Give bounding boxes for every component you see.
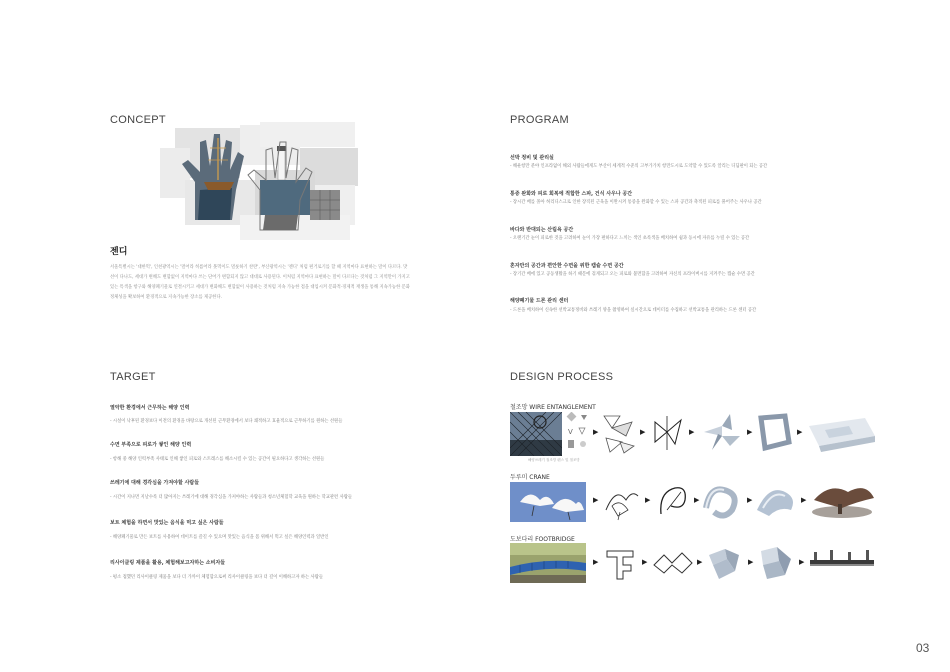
program-item-title: 해양폐기물 드론 관리 센터 bbox=[510, 298, 569, 304]
target-item-title: 쓰레기에 대해 경각심을 가져야할 사람들 bbox=[110, 480, 200, 486]
wire-final-render bbox=[805, 412, 877, 458]
target-item-desc: - 평소 접했던 리사이클링 제품을 보다 더 가까이 체험함으로써 리사이클링을 보다 더 깊이 이해하고자 하는 사람들 bbox=[110, 575, 323, 580]
bridge-zigzag-sketch bbox=[652, 543, 694, 583]
process-arrow-icon: ▶ bbox=[748, 558, 754, 566]
process-arrow-icon: ▶ bbox=[640, 428, 646, 436]
svg-text:V: V bbox=[568, 428, 573, 436]
shape-symbols-icon bbox=[565, 412, 591, 452]
bowtie-sketch bbox=[651, 414, 685, 452]
frame-3d-model bbox=[755, 412, 795, 454]
design-row-label-wire: 철조망 WIRE ENTANGLEMENT bbox=[510, 404, 596, 411]
concept-heading: CONCEPT bbox=[110, 114, 166, 126]
target-item-title: 수면 부족으로 피로가 쌓인 해양 인력 bbox=[110, 442, 192, 448]
page-number: 03 bbox=[916, 641, 930, 655]
target-heading: TARGET bbox=[110, 371, 156, 383]
target-item-desc: - 시간이 지나면 지날수록 더 많아지는 쓰레기에 대해 경각심을 가져야하는 사람들과 청소년체험학 교육을 원하는 학교관련 사람들 bbox=[110, 495, 353, 500]
hand-collage-image bbox=[160, 120, 360, 242]
program-item-desc: - 장기간 배에 있고 공동생활을 하기 때문에 겪게되고 오는 피로와 불면함을 고려하여 자신의 프라이버시를 지켜주는 캡슐 수면 공간 bbox=[510, 272, 755, 277]
program-heading: PROGRAM bbox=[510, 114, 569, 126]
crane-final-render bbox=[808, 478, 876, 524]
target-item-desc: - 해양폐기물로 만든 보트를 사용하여 데이트를 즐길 수 있으며 맛있는 음식을 몸 위해서 먹고 싶은 해양인력과 일반인 bbox=[110, 535, 329, 540]
program-item-desc: - 드론을 배치하여 신속한 선박교통정비와 쓰레기 양을 촬영하여 실시간으로 데이터를 수집하고 선박교통을 관리하는 드론 센터 공간 bbox=[510, 308, 757, 313]
folded-triangles-sketch bbox=[602, 412, 636, 454]
wave-3d-model bbox=[755, 480, 799, 522]
process-arrow-icon: ▶ bbox=[747, 428, 753, 436]
program-item-title: 선박 정비 및 관리실 bbox=[510, 155, 554, 161]
process-arrow-icon: ▶ bbox=[797, 428, 803, 436]
concept-collage bbox=[160, 120, 360, 242]
swirl-sketch bbox=[655, 480, 691, 522]
concept-title: 젠디 bbox=[110, 247, 128, 257]
ribbon-3d-model bbox=[702, 480, 744, 522]
footbridge-photo bbox=[510, 543, 586, 583]
process-arrow-icon: ▶ bbox=[799, 558, 805, 566]
bridge-3d-model bbox=[705, 541, 745, 585]
process-arrow-icon: ▶ bbox=[747, 496, 753, 504]
crane-photo bbox=[510, 482, 586, 522]
bridge-final-render bbox=[808, 544, 876, 580]
process-arrow-icon: ▶ bbox=[642, 558, 648, 566]
target-item-desc: - 항해 중 해양 인력부족 사태로 인해 쌓인 피로와 스트레스를 해소시킬 수 있는 공간이 필요하다고 생각하는 선원들 bbox=[110, 457, 325, 462]
program-item-title: 혼자만의 공간과 편안한 수면을 위한 캡슐 수면 공간 bbox=[510, 263, 624, 269]
process-arrow-icon: ▶ bbox=[697, 558, 703, 566]
program-item-title: 통증 완화와 피로 회복에 적합한 스파, 건식 사우나 공간 bbox=[510, 191, 633, 197]
wire-photo-caption: 해양쓰레기 철조망 펜스 및 철조망 bbox=[528, 458, 580, 462]
program-item-title: 바다와 반대되는 산림욕 공간 bbox=[510, 227, 574, 233]
program-item-desc: - 해운항만 분야 인프라없이 해외 사람들에게도 부산이 세계적 수준의 고부가가치 항만도시로 도약할 수 있도록 알리는 디딤판이 되는 공간 bbox=[510, 164, 768, 169]
concept-paragraph: 서울특별시는 '대한먹', 인천광역시는 '멀어라 히릅어라 못먹이도 멀룻하기 찬란', 부산광역시는 '젠디' 처럼 편거로기를 할 때 지역마다 표현하는 말이 다르다. 맛선이 다나도, 세대가 변해도 변함없이 지역마다 쓰는 단어가 변함되지 않고 대대로 사용된다. 이처럼 지역마다 표현하는 말이 다르다는 것처럼 그 지역만이 가지고 있는 특색을 항구와 해양폐기물로 연결시키고 세대가 변화해도 변함없이 사용하는 것처럼 지속 가능한 점을 대입시켜 문화적·경제적 재생을 통해 지속가능한 문화정체성을 확보하여 환경적으로 지속가능한 장소를 제공한다. bbox=[110, 265, 410, 300]
target-item-title: 보트 체험을 하면서 맛있는 음식을 먹고 싶은 사람들 bbox=[110, 520, 224, 526]
design-process-heading: DESIGN PROCESS bbox=[510, 371, 614, 383]
crane-sketch bbox=[602, 480, 642, 522]
design-row-label-bridge: 도보다리 FOOTBRIDGE bbox=[510, 536, 575, 543]
target-item-title: 리사이클링 제품을 활용, 체험해보고자하는 소비자들 bbox=[110, 560, 226, 566]
process-arrow-icon: ▶ bbox=[689, 428, 695, 436]
target-item-desc: - 시설이 낙후된 환경보다 이전의 환경을 바탕으로 개선된 근무환경에서 보다 쾌적하고 효율적으로 근무하기를 원하는 선원들 bbox=[110, 419, 343, 424]
process-arrow-icon: ▶ bbox=[593, 558, 599, 566]
pinwheel-3d-model bbox=[700, 412, 744, 454]
process-arrow-icon: ▶ bbox=[593, 496, 599, 504]
process-arrow-icon: ▶ bbox=[593, 428, 599, 436]
design-row-label-crane: 두루미 CRANE bbox=[510, 474, 550, 481]
program-item-desc: - 오랜기간 눈이 피로한 것을 고려하여 눈이 가장 편하다고 느끼는 색인 초록색을 배치하여 쉼과 동시에 자유를 누릴 수 있는 공간 bbox=[510, 236, 750, 241]
process-arrow-icon: ▶ bbox=[801, 496, 807, 504]
target-item-title: 열악한 환경에서 근무하는 해양 인력 bbox=[110, 405, 190, 411]
bridge-t-sketch bbox=[603, 543, 637, 583]
process-arrow-icon: ▶ bbox=[645, 496, 651, 504]
program-item-desc: - 장시간 배를 몰아 허리디스크로 인한 장직된 근육을 이완시켜 통증을 완화할 수 있는 스파 공간과 축적된 피로를 풀어주는 사우나 공간 bbox=[510, 200, 762, 205]
bridge-3d-model-refined bbox=[755, 541, 797, 585]
process-arrow-icon: ▶ bbox=[694, 496, 700, 504]
wire-fence-photo bbox=[510, 412, 562, 456]
